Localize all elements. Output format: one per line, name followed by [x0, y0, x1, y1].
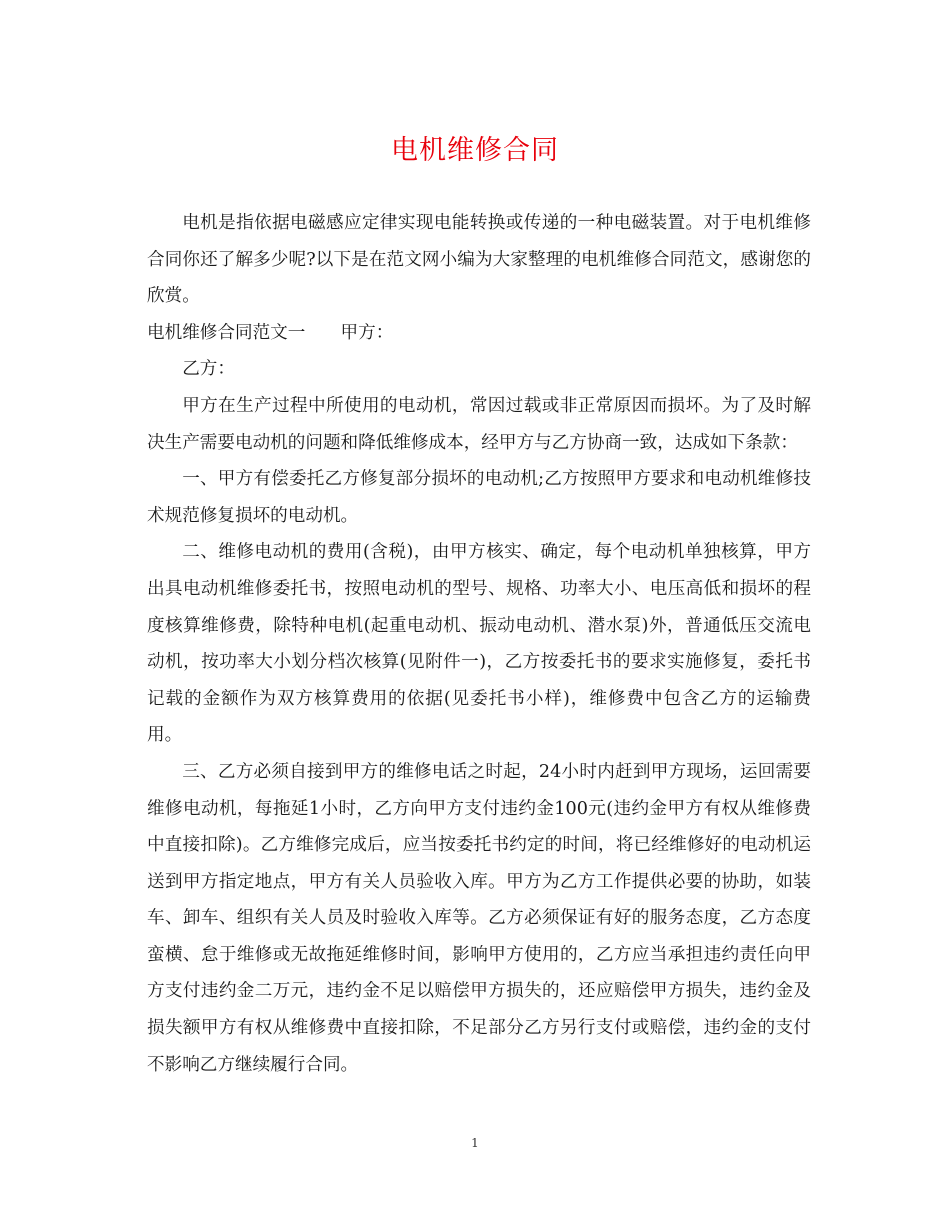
page-number: 1 [471, 1136, 479, 1150]
document-title: 电机维修合同 [391, 135, 559, 166]
document-body [147, 205, 811, 1083]
clause-1-paragraph: 一、甲方有偿委托乙方修复部分损坏的电动机;乙方按照甲方要求和电动机维修技术规范修复损坏的电动机。 [147, 469, 811, 526]
clause-3-paragraph: 三、乙方必须自接到甲方的维修电话之时起，24小时内赶到甲方现场，运回需要维修电动机，每拖延1小时，乙方向甲方支付违约金100元(违约金甲方有权从维修费中直接扣除)。乙方维修完成后，应当按委托书约定的时间，将已经维修好的电动机运送到甲方指定地点，甲方有关人员验收入库。甲方为乙方工作提供必要的协助，如装车、卸车、组织有关人员及时验收入库等。乙方必须保证有好的服务态度，乙方态度蛮横、怠于维修或无故拖延维修时间，影响甲方使用的，乙方应当承担违约责任向甲方支付违约金二万元，违约金不足以赔偿甲方损失的，还应赔偿甲方损失，违约金及损失额甲方有权从维修费中直接扣除，不足部分乙方另行支付或赔偿，违约金的支付不影响乙方继续履行合同。 [147, 761, 811, 1075]
sample-heading-party-a: 电机维修合同范文一 甲方： [147, 322, 394, 343]
clause-2-paragraph: 二、维修电动机的费用(含税)，由甲方核实、确定，每个电动机单独核算，甲方出具电动机维修委托书，按照电动机的型号、规格、功率大小、电压高低和损坏的程度核算维修费，除特种电机(起重电动机、振动电动机、潜水泵)外，普通低压交流电动机，按功率大小划分档次核算(见附件一)，乙方按委托书的要求实施修复，委托书记载的金额作为双方核算费用的依据(见委托书小样)，维修费中包含乙方的运输费用。 [147, 542, 811, 746]
party-b-line: 乙方： [182, 359, 235, 380]
intro-paragraph: 电机是指依据电磁感应定律实现电能转换或传递的一种电磁装置。对于电机维修合同你还了解多少呢?以下是在范文网小编为大家整理的电机维修合同范文，感谢您的欣赏。 [147, 213, 811, 307]
preamble-paragraph: 甲方在生产过程中所使用的电动机，常因过载或非正常原因而损坏。为了及时解决生产需要电动机的问题和降低维修成本，经甲方与乙方协商一致，达成如下条款： [147, 395, 811, 453]
